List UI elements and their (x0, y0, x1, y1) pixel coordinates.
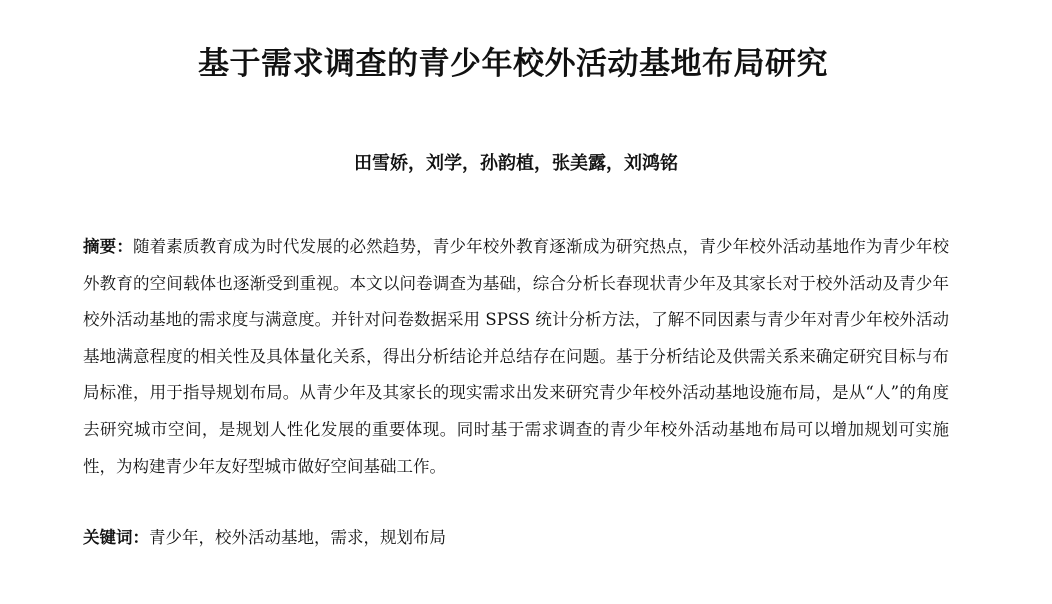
keywords-text: 青少年，校外活动基地，需求，规划布局 (149, 528, 446, 547)
author-list: 田雪娇，刘学，孙韵植，张美露，刘鸿铭 (354, 153, 678, 174)
abstract-text: 随着素质教育成为时代发展的必然趋势，青少年校外教育逐渐成为研究热点，青少年校外活动基地作为青少年校外教育的空间载体也逐渐受到重视。本文以问卷调查为基础，综合分析长春现状青少年及其家长对于校外活动及青少年校外活动基地的需求度与满意度。并针对问卷数据采用 SPSS 统计分析方法，了解不同因素与青少年对青少年校外活动基地满意程度的相关性及具体量化关系，得出分析结论并总结存在问题。基于分析结论及供需关系来确定研究目标与布局标准，用于指导规划布局。从青少年及其家长的现实需求出发来研究青少年校外活动基地设施布局，是从“人”的角度去研究城市空间，是规划人性化发展的重要体现。同时基于需求调查的青少年校外活动基地布局可以增加规划可实施性，为构建青少年友好型城市做好空间基础工作。 (83, 237, 950, 476)
keywords-label: 关键词： (83, 528, 149, 547)
keywords (83, 521, 949, 555)
paper-title: 基于需求调查的青少年校外活动基地布局研究 (198, 46, 828, 82)
abstract (83, 229, 949, 485)
abstract-label: 摘要： (83, 237, 133, 256)
